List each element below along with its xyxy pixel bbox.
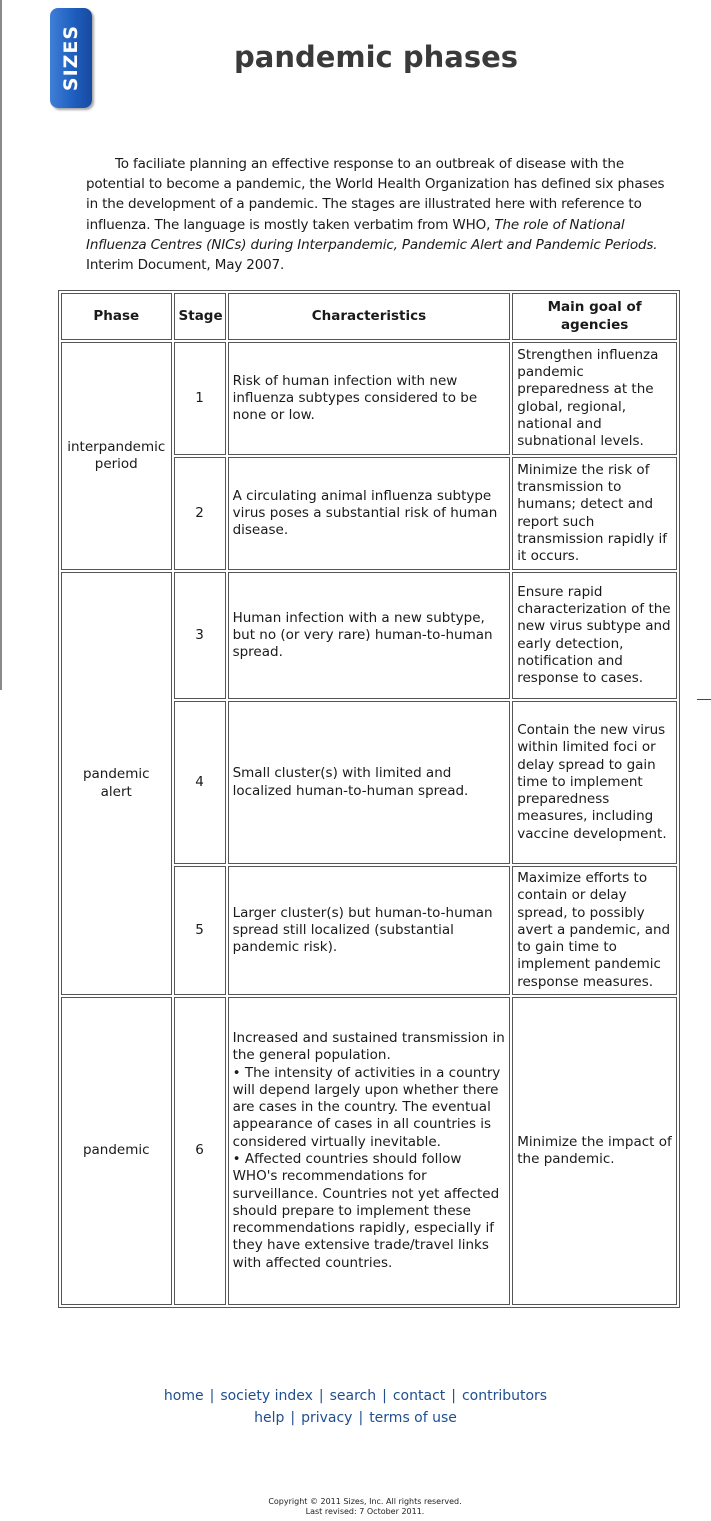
- footer-link-search[interactable]: search: [329, 1388, 377, 1404]
- goal-cell: Contain the new virus within limited foci or delay spread to gain time to implement preparedness measures, including vaccine development.: [512, 701, 677, 864]
- table-row: [61, 572, 677, 699]
- footer-link-terms-of-use[interactable]: terms of use: [369, 1410, 457, 1426]
- stage-cell: 2: [174, 457, 226, 570]
- stage-cell: 6: [174, 997, 226, 1305]
- intro-paragraph: [86, 154, 666, 275]
- goal-cell: Minimize the risk of transmission to humans; detect and report such transmission rapidly if it occurs.: [512, 457, 677, 570]
- page-title: pandemic phases: [234, 40, 519, 74]
- table-header-row: [61, 293, 677, 340]
- footer-link-privacy[interactable]: privacy: [301, 1410, 353, 1426]
- characteristics-cell: A circulating animal influenza subtype virus poses a substantial risk of human disease.: [228, 457, 511, 570]
- footer-link-contact[interactable]: contact: [392, 1388, 446, 1404]
- left-margin-rule: [0, 0, 2, 690]
- stage-cell: 3: [174, 572, 226, 699]
- footer-nav: [0, 1385, 711, 1429]
- stage-cell: 5: [174, 866, 226, 995]
- copyright-text: Copyright © 2011 Sizes, Inc. All rights reserved.: [268, 1497, 462, 1506]
- goal-cell: Maximize efforts to contain or delay spread, to possibly avert a pandemic, and to gain time to implement pandemic response measures.: [512, 866, 677, 995]
- goal-cell: Minimize the impact of the pandemic.: [512, 997, 677, 1305]
- sizes-logo[interactable]: [50, 8, 92, 108]
- right-margin-dash: [697, 699, 711, 700]
- goal-cell: Ensure rapid characterization of the new virus subtype and early detection, notification and response to cases.: [512, 572, 677, 699]
- footer-link-help[interactable]: help: [254, 1410, 285, 1426]
- last-revised-text: Last revised: 7 October 2011.: [305, 1507, 425, 1516]
- header-characteristics: Characteristics: [228, 293, 511, 340]
- header-main-goal: Main goal of agencies: [512, 293, 677, 340]
- footer-separator: |: [209, 1388, 215, 1404]
- footer-separator: |: [290, 1410, 296, 1426]
- intro-text-end: Interim Document, May 2007.: [86, 257, 285, 274]
- footer-separator: |: [382, 1388, 387, 1404]
- copyright-block: [0, 1497, 711, 1517]
- phase-pandemic: pandemic: [61, 997, 172, 1305]
- characteristics-cell: Risk of human infection with new influenza subtypes considered to be none or low.: [228, 342, 511, 455]
- footer-separator: |: [451, 1388, 456, 1404]
- phase-interpandemic: interpandemic period: [61, 342, 172, 570]
- header-phase: Phase: [61, 293, 172, 340]
- footer-separator: |: [318, 1388, 324, 1404]
- characteristics-cell: Human infection with a new subtype, but no (or very rare) human-to-human spread.: [228, 572, 511, 699]
- pandemic-phases-table: [58, 290, 680, 1308]
- characteristics-cell: Small cluster(s) with limited and localized human-to-human spread.: [228, 701, 511, 864]
- intro-citation-title: The role of National Influenza Centres (NICs) during Interpandemic, Pandemic Alert and Pandemic Periods.: [86, 216, 658, 253]
- intro-text: To faciliate planning an effective response to an outbreak of disease with the potential to become a pandemic, the World Health Organization has defined six phases in the development of a pandemic. The stages are illustrated here with reference to influenza. The language is mostly taken verbatim from WHO,: [86, 156, 665, 233]
- footer-separator: |: [358, 1410, 364, 1426]
- footer-link-society-index[interactable]: society index: [220, 1388, 313, 1404]
- stage-cell: 4: [174, 701, 226, 864]
- sizes-logo-text: SIZES: [60, 24, 83, 92]
- table-row: [61, 342, 677, 455]
- stage-cell: 1: [174, 342, 226, 455]
- footer-links-row-2: [0, 1407, 711, 1429]
- table-row: [61, 997, 677, 1305]
- footer-link-contributors[interactable]: contributors: [461, 1388, 548, 1404]
- header-stage: Stage: [174, 293, 226, 340]
- goal-cell: Strengthen influenza pandemic preparedness at the global, regional, national and subnational levels.: [512, 342, 677, 455]
- characteristics-cell: Increased and sustained transmission in the general population. • The intensity of activities in a country will depend largely upon whether there are cases in the country. The eventual appearance of cases in all countries is considered virtually inevitable. • Affected countries should follow WHO's recommendations for surveillance. Countries not yet affected should prepare to implement these recommendations rapidly, especially if they have extensive trade/travel links with affected countries.: [228, 997, 511, 1305]
- phase-pandemic-alert: pandemic alert: [61, 572, 172, 995]
- characteristics-cell: Larger cluster(s) but human-to-human spread still localized (substantial pandemic risk).: [228, 866, 511, 995]
- footer-link-home[interactable]: home: [163, 1388, 204, 1404]
- footer-links-row-1: [0, 1385, 711, 1407]
